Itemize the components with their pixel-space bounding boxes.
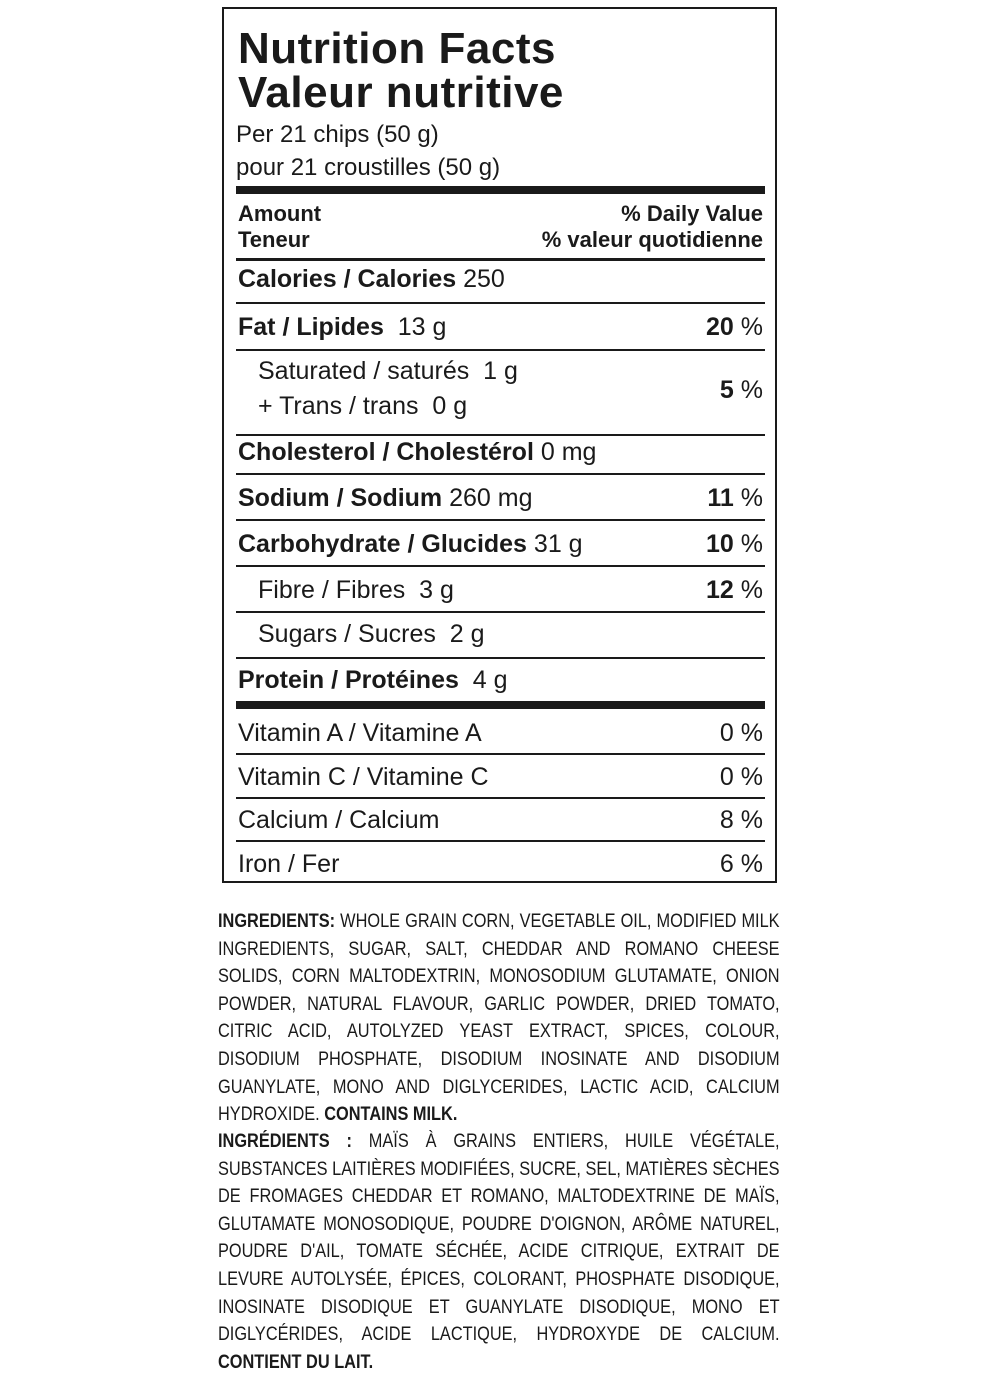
sugars-label: Sugars / Sucres xyxy=(258,620,436,648)
divider xyxy=(236,657,765,659)
fibre-amount: 3 g xyxy=(419,576,454,604)
sodium-daily-value: 11 xyxy=(707,484,734,512)
nutrition-facts-panel xyxy=(222,7,777,883)
iron-label: Iron / Fer xyxy=(238,850,340,878)
protein-label: Protein / Protéines xyxy=(238,666,459,694)
protein-amount: 4 g xyxy=(472,666,508,694)
divider xyxy=(236,840,765,842)
saturated-label: Saturated / saturés xyxy=(258,357,470,385)
percent-sign: % xyxy=(733,376,763,404)
sugars-amount: 2 g xyxy=(449,620,485,648)
fat-label: Fat / Lipides xyxy=(238,313,384,341)
calories-label: Calories / Calories xyxy=(238,265,457,293)
ingredients-list-french: MAÏS À GRAINS ENTIERS, HUILE VÉGÉTALE, SUBSTANCES LAITIÈRES MODIFIÉES, SUCRE, SEL, MATIÈRES SÈCHES DE FROMAGES CHEDDAR ET ROMANO, MALTODEXTRINE DE MAÏS, GLUTAMATE MONOSODIQUE, POUDRE D'OIGNON, ARÔME NATUREL, POUDRE D'AIL, TOMATE SÉCHÉE, ACIDE CITRIQUE, EXTRAIT DE LEVURE AUTOLYSÉE, ÉPICES, COLORANT, PHOSPHATE DISODIQUE, INOSINATE DISODIQUE ET GUANYLATE DISODIQUE, MONO ET DIGLYCÉRIDES, ACIDE LACTIQUE, HYDROXYDE DE CALCIUM. xyxy=(218,1131,780,1346)
divider xyxy=(236,473,765,475)
sodium-amount: 260 mg xyxy=(449,484,533,512)
sodium-label: Sodium / Sodium xyxy=(238,484,443,512)
calcium-daily-value: 8 % xyxy=(719,806,763,834)
vitamin-a-label: Vitamin A / Vitamine A xyxy=(238,719,482,747)
carbohydrate-amount: 31 g xyxy=(533,530,583,558)
divider xyxy=(236,611,765,613)
calories-value: 250 xyxy=(463,265,505,293)
fat-daily-value: 20 xyxy=(706,313,734,341)
vitamin-a-daily-value: 0 % xyxy=(719,719,763,747)
divider xyxy=(236,519,765,521)
divider xyxy=(236,349,765,351)
allergen-statement-english: CONTAINS MILK. xyxy=(319,1104,458,1126)
saturated-amount: 1 g xyxy=(483,357,518,385)
calcium-label: Calcium / Calcium xyxy=(238,806,440,834)
divider-thick xyxy=(236,186,765,194)
fibre-daily-value: 12 xyxy=(706,576,734,604)
divider xyxy=(236,797,765,799)
saturated-trans-daily-value: 5 xyxy=(719,376,734,404)
ingredients-french xyxy=(218,1128,780,1376)
divider xyxy=(236,258,765,261)
serving-size-english: Per 21 chips (50 g) xyxy=(236,121,439,148)
divider xyxy=(236,565,765,567)
serving-size-french: pour 21 croustilles (50 g) xyxy=(236,154,501,181)
divider xyxy=(236,302,765,304)
title-french: Valeur nutritive xyxy=(238,68,564,117)
ingredients-heading-french: INGRÉDIENTS : xyxy=(218,1131,352,1152)
ingredients-list-english: WHOLE GRAIN CORN, VEGETABLE OIL, MODIFIED MILK INGREDIENTS, SUGAR, SALT, CHEDDAR AND ROMANO CHEESE SOLIDS, CORN MALTODEXTRIN, MONOSODIUM GLUTAMATE, ONION POWDER, NATURAL FLAVOUR, GARLIC POWDER, DRIED TOMATO, CITRIC ACID, AUTOLYZED YEAST EXTRACT, SPICES, COLOUR, DISODIUM PHOSPHATE, DISODIUM INOSINATE AND DISODIUM GUANYLATE, MONO AND DIGLYCERIDES, LACTIC ACID, CALCIUM HYDROXIDE. xyxy=(218,911,780,1126)
allergen-statement-french: CONTIENT DU LAIT. xyxy=(218,1351,374,1373)
percent-sign: % xyxy=(733,530,763,558)
trans-label: + Trans / trans xyxy=(258,392,419,420)
vitamin-c-daily-value: 0 % xyxy=(719,763,763,791)
fibre-label: Fibre / Fibres xyxy=(258,576,406,604)
amount-header-french: Teneur xyxy=(238,227,310,252)
cholesterol-label: Cholesterol / Cholestérol xyxy=(238,438,534,466)
percent-sign: % xyxy=(733,484,763,512)
divider xyxy=(236,753,765,755)
trans-amount: 0 g xyxy=(432,392,468,420)
daily-value-header-french: % valeur quotidienne xyxy=(541,227,763,252)
vitamin-c-label: Vitamin C / Vitamine C xyxy=(238,763,489,791)
carbohydrate-label: Carbohydrate / Glucides xyxy=(238,530,527,558)
percent-sign: % xyxy=(733,313,763,341)
percent-sign: % xyxy=(733,576,763,604)
fat-amount: 13 g xyxy=(397,313,447,341)
carbohydrate-daily-value: 10 xyxy=(706,530,734,558)
divider xyxy=(236,434,765,436)
ingredients-heading-english: INGREDIENTS: xyxy=(218,911,336,932)
cholesterol-amount: 0 mg xyxy=(540,438,597,466)
amount-header-english: Amount xyxy=(238,201,322,226)
daily-value-header-english: % Daily Value xyxy=(621,201,763,226)
iron-daily-value: 6 % xyxy=(719,850,763,878)
ingredients-english xyxy=(218,908,780,1129)
title-english: Nutrition Facts xyxy=(238,24,556,73)
divider-thick xyxy=(236,701,765,709)
